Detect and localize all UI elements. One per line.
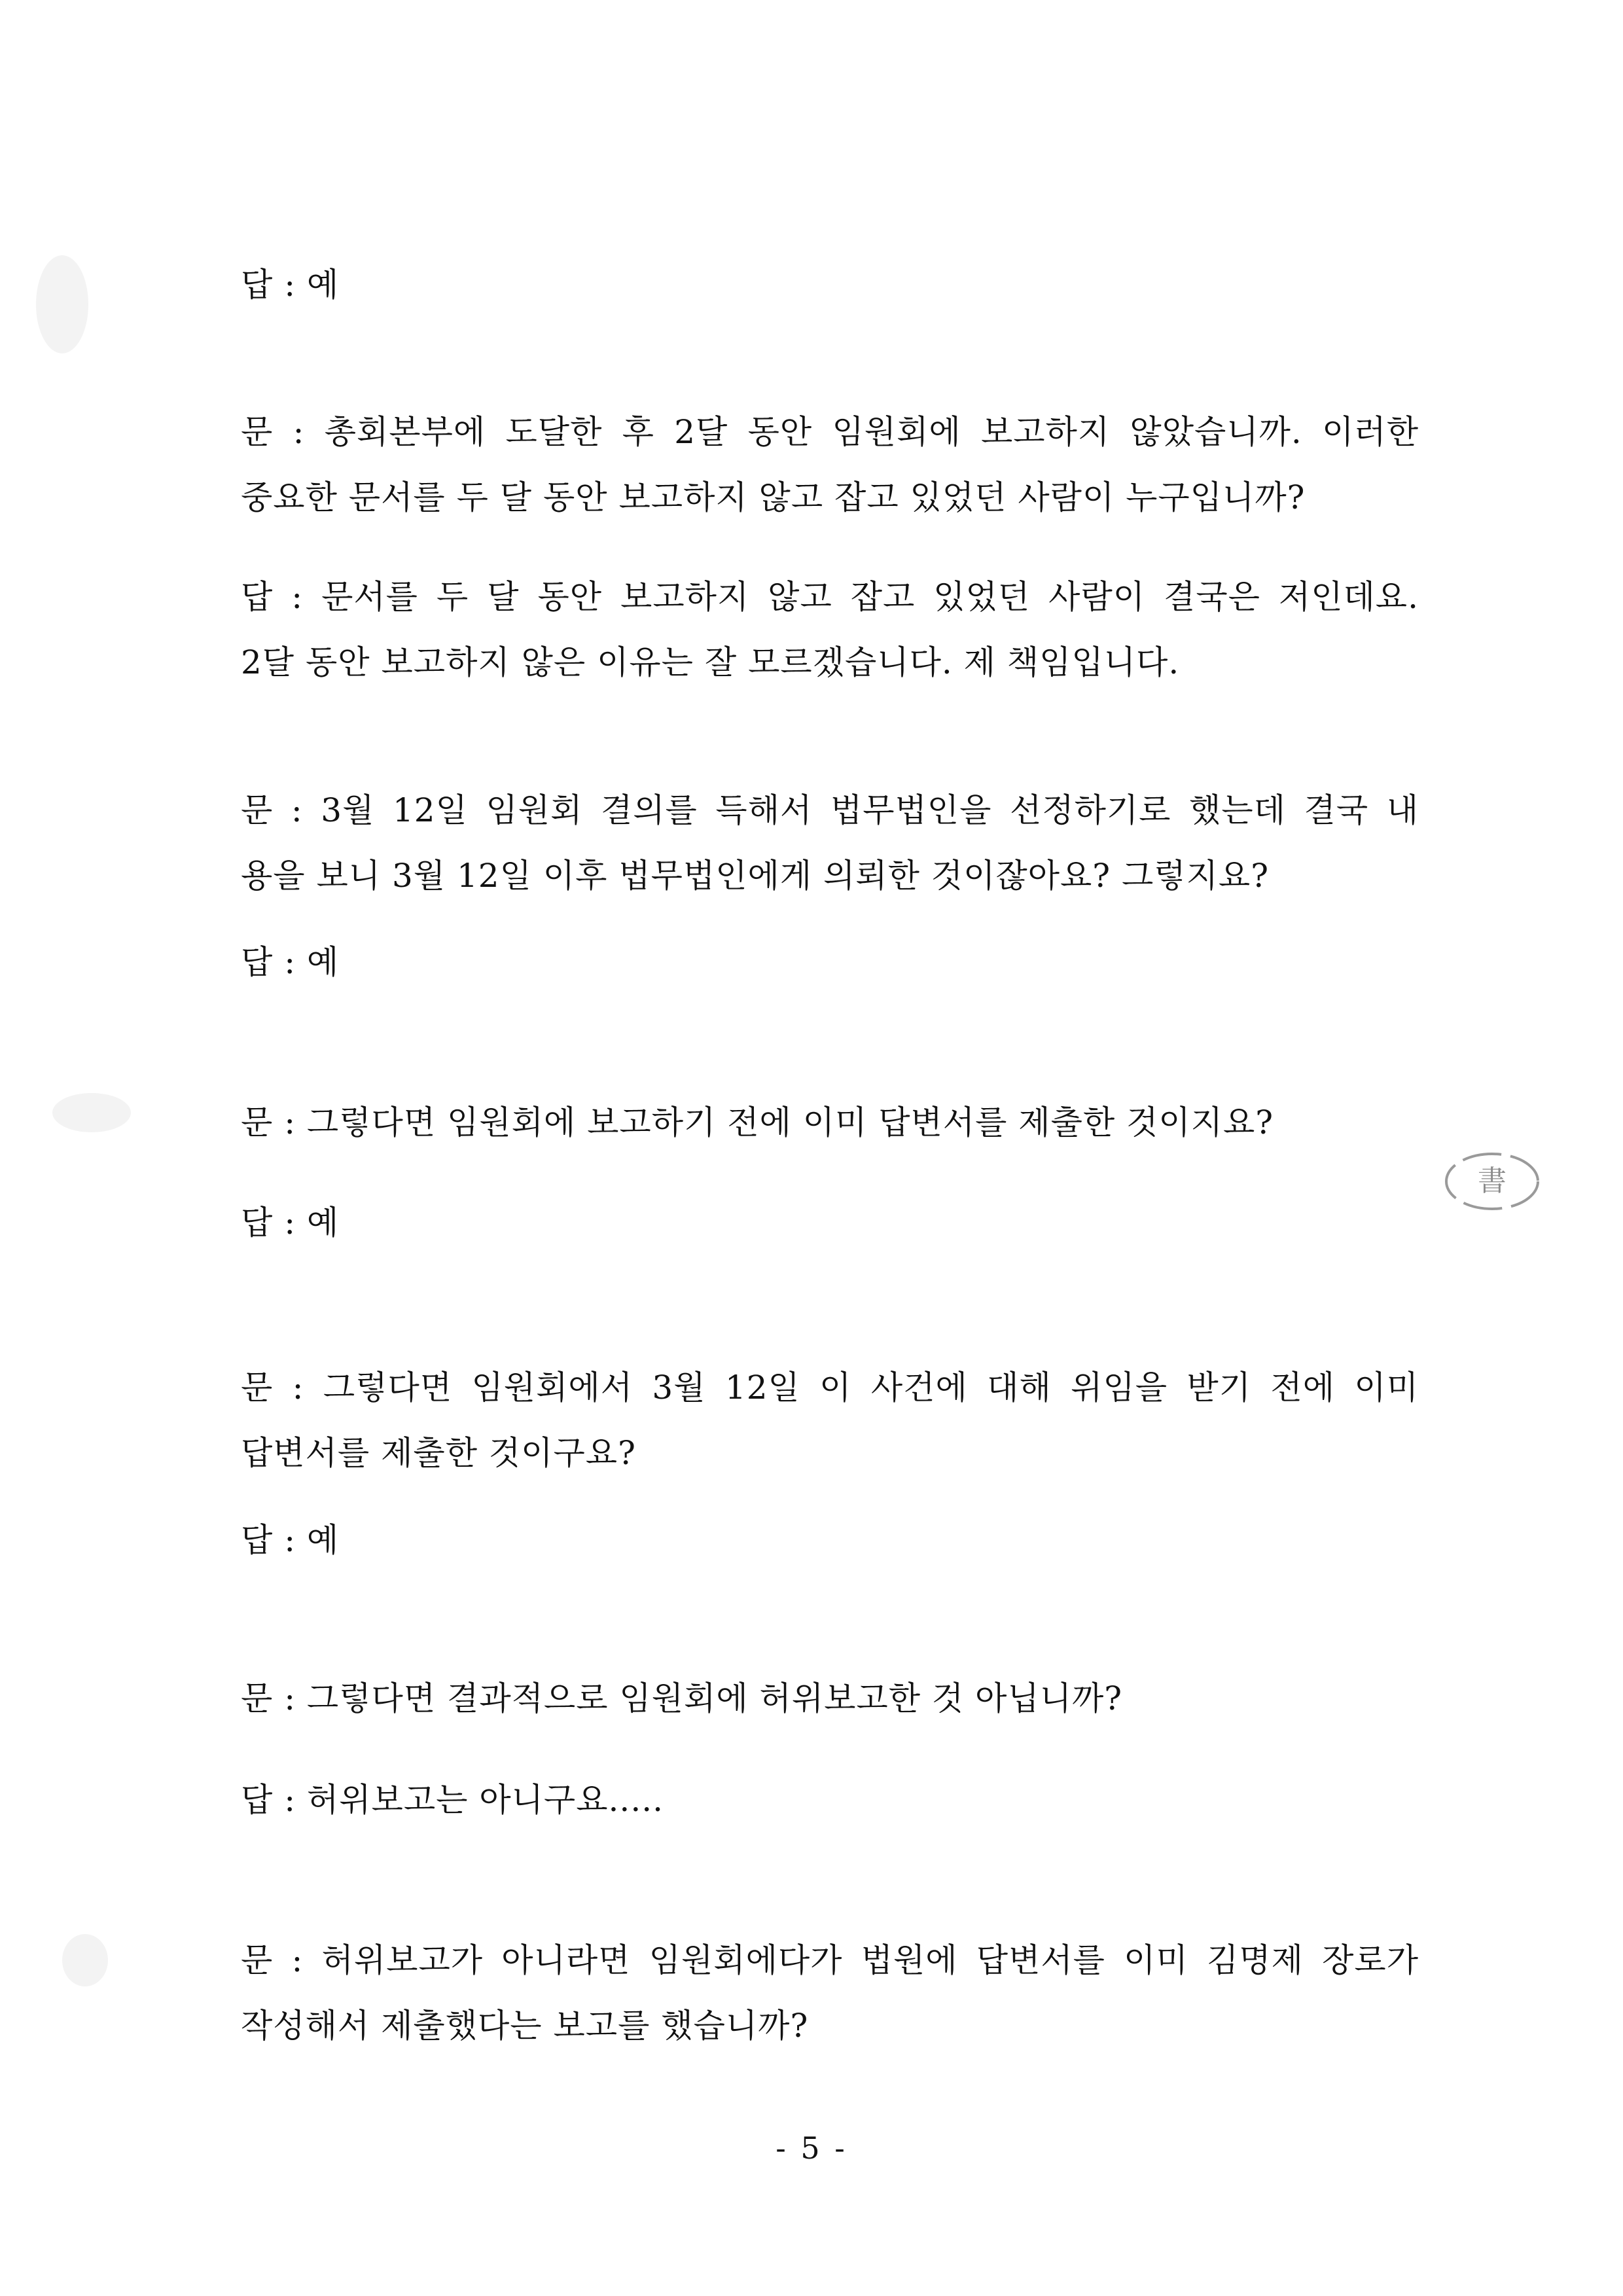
answer-line: 답 : 예 [241,943,340,981]
answer-block [241,1767,1419,1833]
question-line: 작성해서 제출했다는 보고를 했습니까? [241,2007,809,2045]
scan-smudge [62,1934,108,1986]
question-block [241,1090,1419,1155]
answer-block [241,1507,1419,1573]
question-block [241,1355,1419,1486]
question-block [241,1666,1419,1731]
question-line: 답변서를 제출한 것이구요? [241,1434,636,1472]
scan-smudge [36,255,88,353]
question-line: 문 : 허위보고가 아니라면 임원회에다가 법원에 답변서를 이미 김명제 장로가 [241,1941,1419,1979]
question-line: 문 : 3월 12일 임원회 결의를 득해서 법무법인을 선정하기로 했는데 결국 내 [241,791,1419,829]
question-line: 문 : 그렇다면 결과적으로 임원회에 허위보고한 것 아닙니까? [241,1679,1123,1717]
question-line: 용을 보니 3월 12일 이후 법무법인에게 의뢰한 것이잖아요? 그렇지요? [241,857,1269,895]
question-line: 문 : 그렇다면 임원회에서 3월 12일 이 사건에 대해 위임을 받기 전에 이미 [241,1369,1419,1407]
seal-stamp-glyph: 書 [1478,1164,1507,1198]
answer-line: 답 : 허위보고는 아니구요..... [241,1781,664,1819]
question-line: 문 : 총회본부에 도달한 후 2달 동안 임원회에 보고하지 않았습니까. 이러한 [241,413,1419,451]
answer-block [241,252,1419,317]
question-line: 중요한 문서를 두 달 동안 보고하지 않고 잡고 있었던 사람이 누구입니까? [241,478,1306,516]
answer-line: 답 : 예 [241,1204,340,1242]
answer-line: 답 : 예 [241,266,340,304]
answer-block [241,929,1419,995]
page-number: - 5 - [776,2130,847,2166]
seal-stamp [1443,1149,1541,1214]
answer-block [241,1190,1419,1255]
scan-smudge [52,1093,131,1132]
question-block [241,399,1419,530]
answer-line: 2달 동안 보고하지 않은 이유는 잘 모르겠습니다. 제 책임입니다. [241,643,1180,681]
question-block [241,778,1419,908]
answer-line: 답 : 문서를 두 달 동안 보고하지 않고 잡고 있었던 사람이 결국은 저인데요. [241,578,1419,616]
question-line: 문 : 그렇다면 임원회에 보고하기 전에 이미 답변서를 제출한 것이지요? [241,1103,1274,1141]
question-block [241,1928,1419,2058]
answer-line: 답 : 예 [241,1521,340,1559]
answer-block [241,564,1419,695]
